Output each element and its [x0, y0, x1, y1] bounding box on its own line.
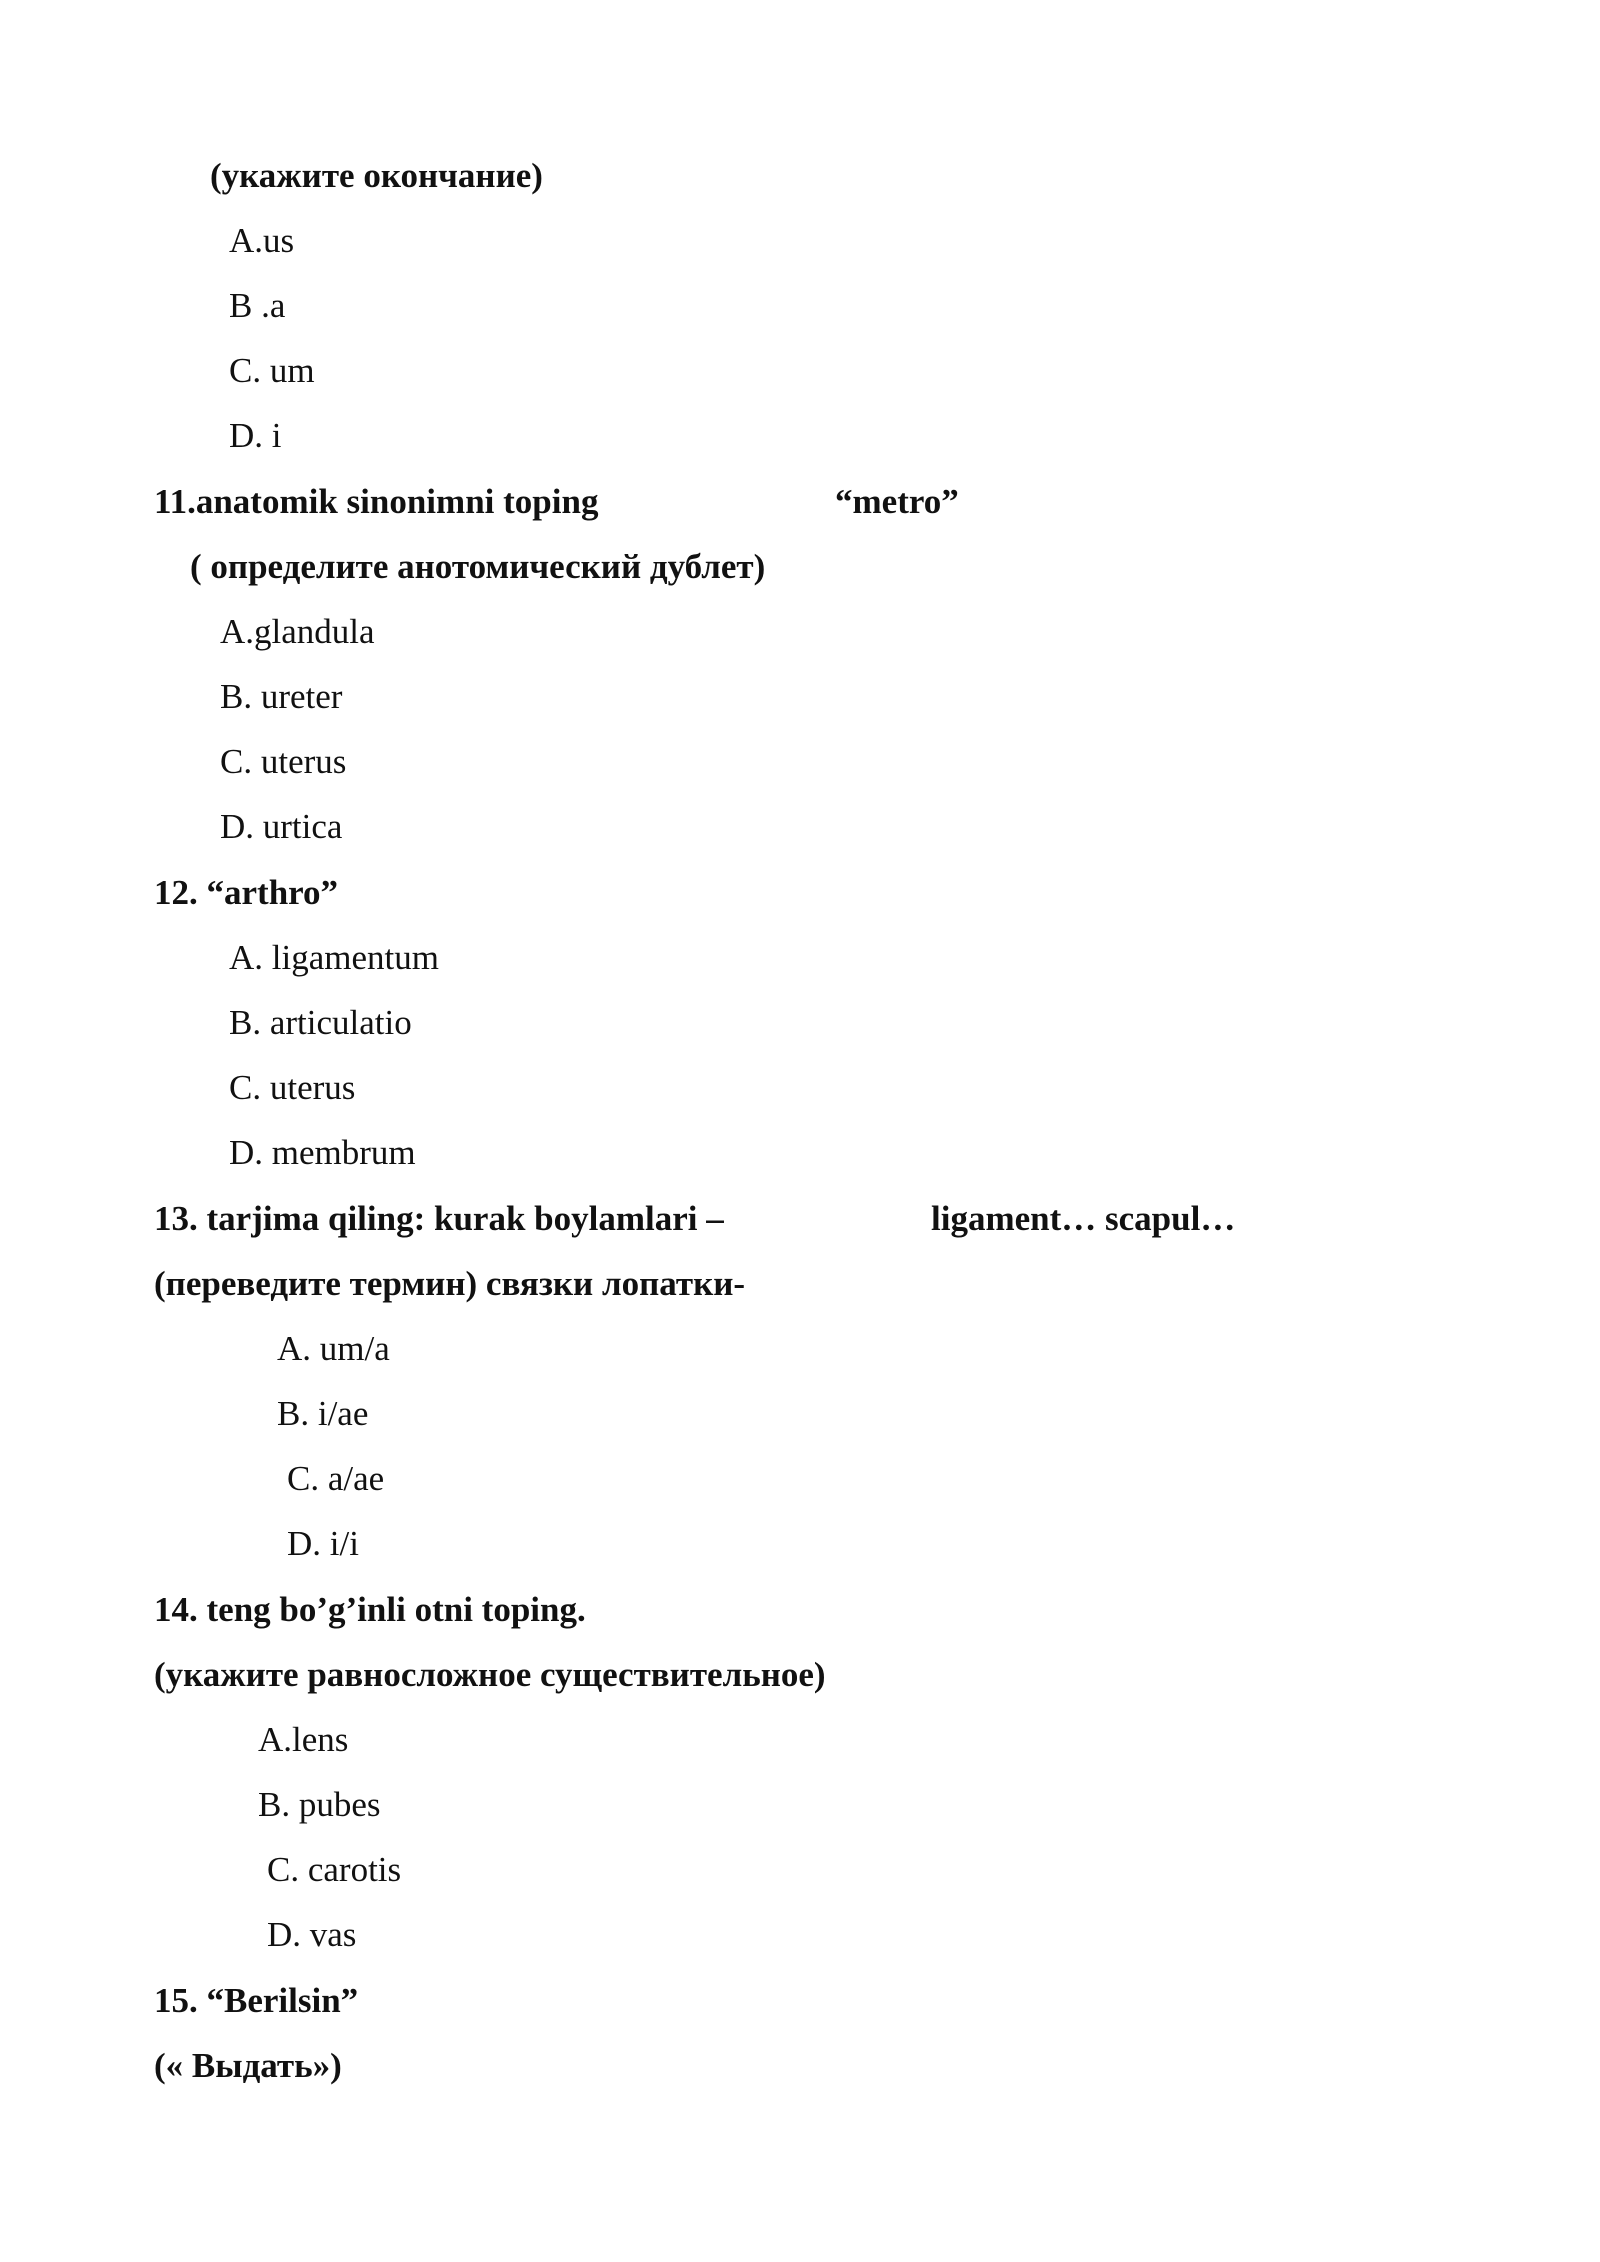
- q11-subtitle: ( определите анотомический дублет): [190, 547, 766, 586]
- q11-title: 11.anatomik sinonimni toping: [154, 482, 599, 521]
- q10-option-b: B .a: [229, 286, 286, 325]
- q12-title: 12. “arthro”: [154, 873, 339, 912]
- q12-option-c: C. uterus: [229, 1068, 356, 1107]
- q12-option-a: A. ligamentum: [229, 938, 439, 977]
- q13-option-c: C. a/ae: [287, 1459, 385, 1498]
- q13-subtitle: (переведите термин) связки лопатки-: [154, 1264, 746, 1303]
- q14-option-d: D. vas: [267, 1915, 357, 1954]
- q11-option-a: A.glandula: [220, 612, 375, 651]
- q13-option-b: B. i/ae: [277, 1394, 369, 1433]
- q13-title: 13. tarjima qiling: kurak boylamlari –: [154, 1199, 724, 1238]
- q10-subtitle: (укажите окончание): [210, 156, 543, 195]
- q14-title: 14. teng bo’g’inli otni toping.: [154, 1590, 586, 1629]
- q11-option-c: C. uterus: [220, 742, 347, 781]
- q14-option-b: B. pubes: [258, 1785, 381, 1824]
- q10-option-d: D. i: [229, 416, 282, 455]
- q15-subtitle: (« Выдать»): [154, 2046, 342, 2085]
- q11-term: “metro”: [835, 482, 959, 521]
- q14-option-c: C. carotis: [267, 1850, 402, 1889]
- q13-option-a: A. um/a: [277, 1329, 390, 1368]
- q11-option-b: B. ureter: [220, 677, 343, 716]
- q13-option-d: D. i/i: [287, 1524, 359, 1563]
- q14-option-a: A.lens: [258, 1720, 349, 1759]
- q10-option-a: A.us: [229, 221, 295, 260]
- q10-option-c: C. um: [229, 351, 315, 390]
- q11-option-d: D. urtica: [220, 807, 343, 846]
- q14-subtitle: (укажите равносложное существительное): [154, 1655, 826, 1694]
- q15-title: 15. “Berilsin”: [154, 1981, 359, 2020]
- q12-option-d: D. membrum: [229, 1133, 416, 1172]
- q12-option-b: B. articulatio: [229, 1003, 412, 1042]
- q13-term: ligament… scapul…: [931, 1199, 1236, 1238]
